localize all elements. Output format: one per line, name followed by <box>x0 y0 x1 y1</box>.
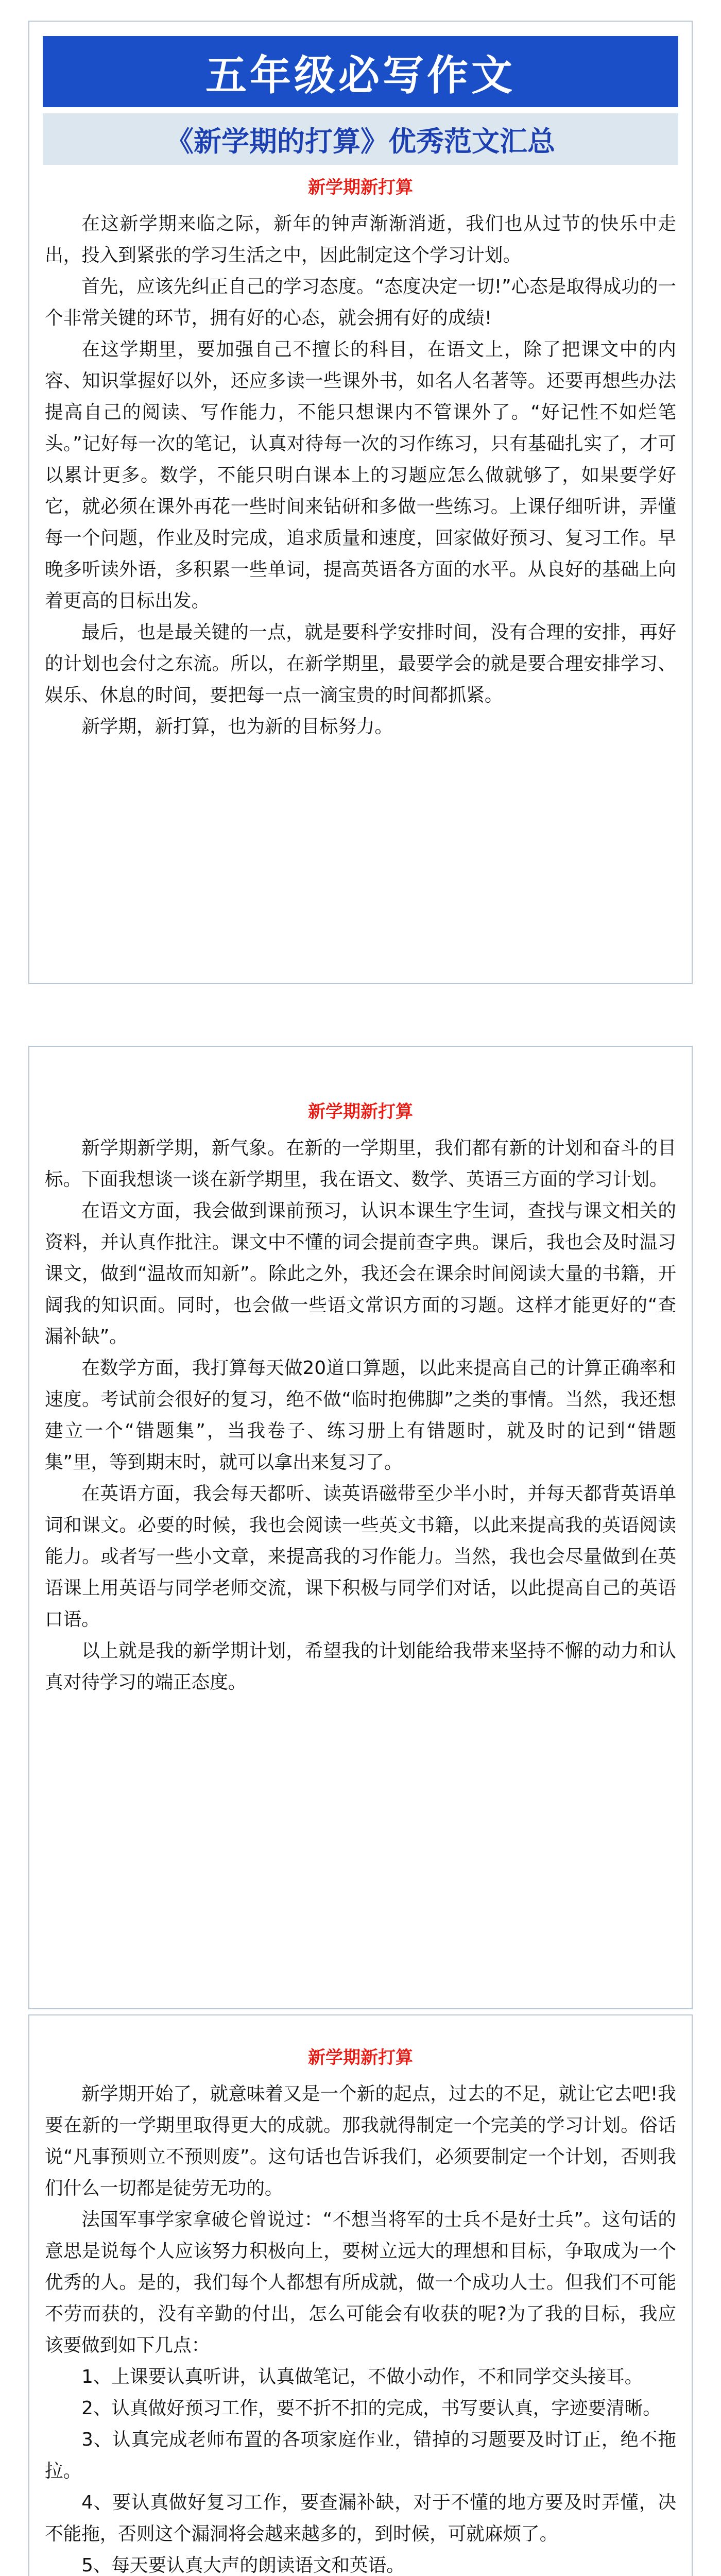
essay-card-3 <box>28 2014 693 2576</box>
essay-1 <box>29 174 692 742</box>
essay-paragraph: 以上就是我的新学期计划，希望我的计划能给我带来坚持不懈的动力和认真对待学习的端正态度。 <box>45 1640 676 1693</box>
essay-paragraph: 在数学方面，我打算每天做20道口算题，以此来提高自己的计算正确率和速度。考试前会很好的复习，绝不做“临时抱佛脚”之类的事情。当然，我还想建立一个“错题集”，当我卷子、练习册上有错题时，就及时的记到“错题集”里，等到期末时，就可以拿出来复习了。 <box>45 1358 676 1473</box>
essay-list-item: 5、每天要认真大声的朗读语文和英语。 <box>81 2555 405 2576</box>
essay-list-item: 4、要认真做好复习工作，要查漏补缺，对于不懂的地方要及时弄懂，决不能拖，否则这个漏洞将会越来越多的，到时候，可就麻烦了。 <box>45 2492 676 2545</box>
essay-paragraph: 新学期，新打算，也为新的目标努力。 <box>81 716 393 737</box>
essay-paragraph: 法国军事学家拿破仑曾说过：“不想当将军的士兵不是好士兵”。这句话的意思是说每个人应该努力积极向上，要树立远大的理想和目标，争取成为一个优秀的人。是的，我们每个人都想有所成就，做一个成功人士。但我们不可能不劳而获的，没有辛勤的付出，怎么可能会有收获的呢?为了我的目标，我应该要做到如下几点： <box>45 2209 676 2356</box>
page-subtitle: 《新学期的打算》优秀范文汇总 <box>43 113 678 165</box>
essay-list-item: 2、认真做好预习工作，要不折不扣的完成，书写要认真，字迹要清晰。 <box>81 2398 661 2419</box>
essay-paragraph: 在英语方面，我会每天都听、读英语磁带至少半小时，并每天都背英语单词和课文。必要的时候，我也会阅读一些英文书籍，以此来提高我的英语阅读能力。或者写一些小文章，来提高我的习作能力。当然，我也会尽量做到在英语课上用英语与同学老师交流，课下积极与同学们对话，以此提高自己的英语口语。 <box>45 1483 676 1630</box>
essay-paragraph: 在这学期里，要加强自己不擅长的科目，在语文上，除了把课文中的内容、知识掌握好以外，还应多读一些课外书，如名人名著等。还要再想些办法提高自己的阅读、写作能力，不能只想课内不管课外了。“好记性不如烂笔头。”记好每一次的笔记，认真对待每一次的习作练习，只有基础扎实了，才可以累计更多。数学，不能只明白课本上的习题应怎么做就够了，如果要学好它，就必须在课外再花一些时间来钻研和多做一些练习。上课仔细听讲，弄懂每一个问题，作业及时完成，追求质量和速度，回家做好预习、复习工作。早晚多听读外语，多积累一些单词，提高英语各方面的水平。从良好的基础上向着更高的目标出发。 <box>45 339 676 612</box>
essay-title: 新学期新打算 <box>308 2047 413 2068</box>
essay-3 <box>29 2044 692 2576</box>
page-title: 五年级必写作文 <box>43 36 678 107</box>
essay-paragraph: 新学期开始了，就意味着又是一个新的起点，过去的不足，就让它去吧!我要在新的一学期里取得更大的成就。那我就得制定一个完美的学习计划。俗话说“凡事预则立不预则废”。这句话也告诉我们，必须要制定一个计划，否则我们什么一切都是徒劳无功的。 <box>45 2083 676 2199</box>
essay-paragraph: 在这新学期来临之际，新年的钟声渐渐消逝，我们也从过节的快乐中走出，投入到紧张的学习生活之中，因此制定这个学习计划。 <box>45 213 676 266</box>
essay-card-2 <box>28 1046 693 2009</box>
essay-card-1 <box>28 21 693 984</box>
essay-list-item: 3、认真完成老师布置的各项家庭作业，错掉的习题要及时订正，绝不拖拉。 <box>45 2429 676 2482</box>
essay-paragraph: 在语文方面，我会做到课前预习，认识本课生字生词，查找与课文相关的资料，并认真作批注。课文中不懂的词会提前查字典。课后，我也会及时温习课文，做到“温故而知新”。除此之外，我还会在课余时间阅读大量的书籍，开阔我的知识面。同时，也会做一些语文常识方面的习题。这样才能更好的“查漏补缺”。 <box>45 1200 676 1347</box>
essay-title: 新学期新打算 <box>308 177 413 198</box>
essay-paragraph: 最后，也是最关键的一点，就是要科学安排时间，没有合理的安排，再好的计划也会付之东流。所以，在新学期里，最要学会的就是要合理安排学习、娱乐、休息的时间，要把每一点一滴宝贵的时间都抓紧。 <box>45 622 676 706</box>
essay-paragraph: 首先，应该先纠正自己的学习态度。“态度决定一切!”心态是取得成功的一个非常关键的环节，拥有好的心态，就会拥有好的成绩! <box>45 276 676 329</box>
essay-paragraph: 新学期新学期，新气象。在新的一学期里，我们都有新的计划和奋斗的目标。下面我想谈一谈在新学期里，我在语文、数学、英语三方面的学习计划。 <box>45 1138 676 1190</box>
essay-list-item: 1、上课要认真听讲，认真做笔记，不做小动作，不和同学交头接耳。 <box>81 2366 643 2387</box>
essay-title: 新学期新打算 <box>308 1101 413 1122</box>
essay-2 <box>29 1098 692 1698</box>
